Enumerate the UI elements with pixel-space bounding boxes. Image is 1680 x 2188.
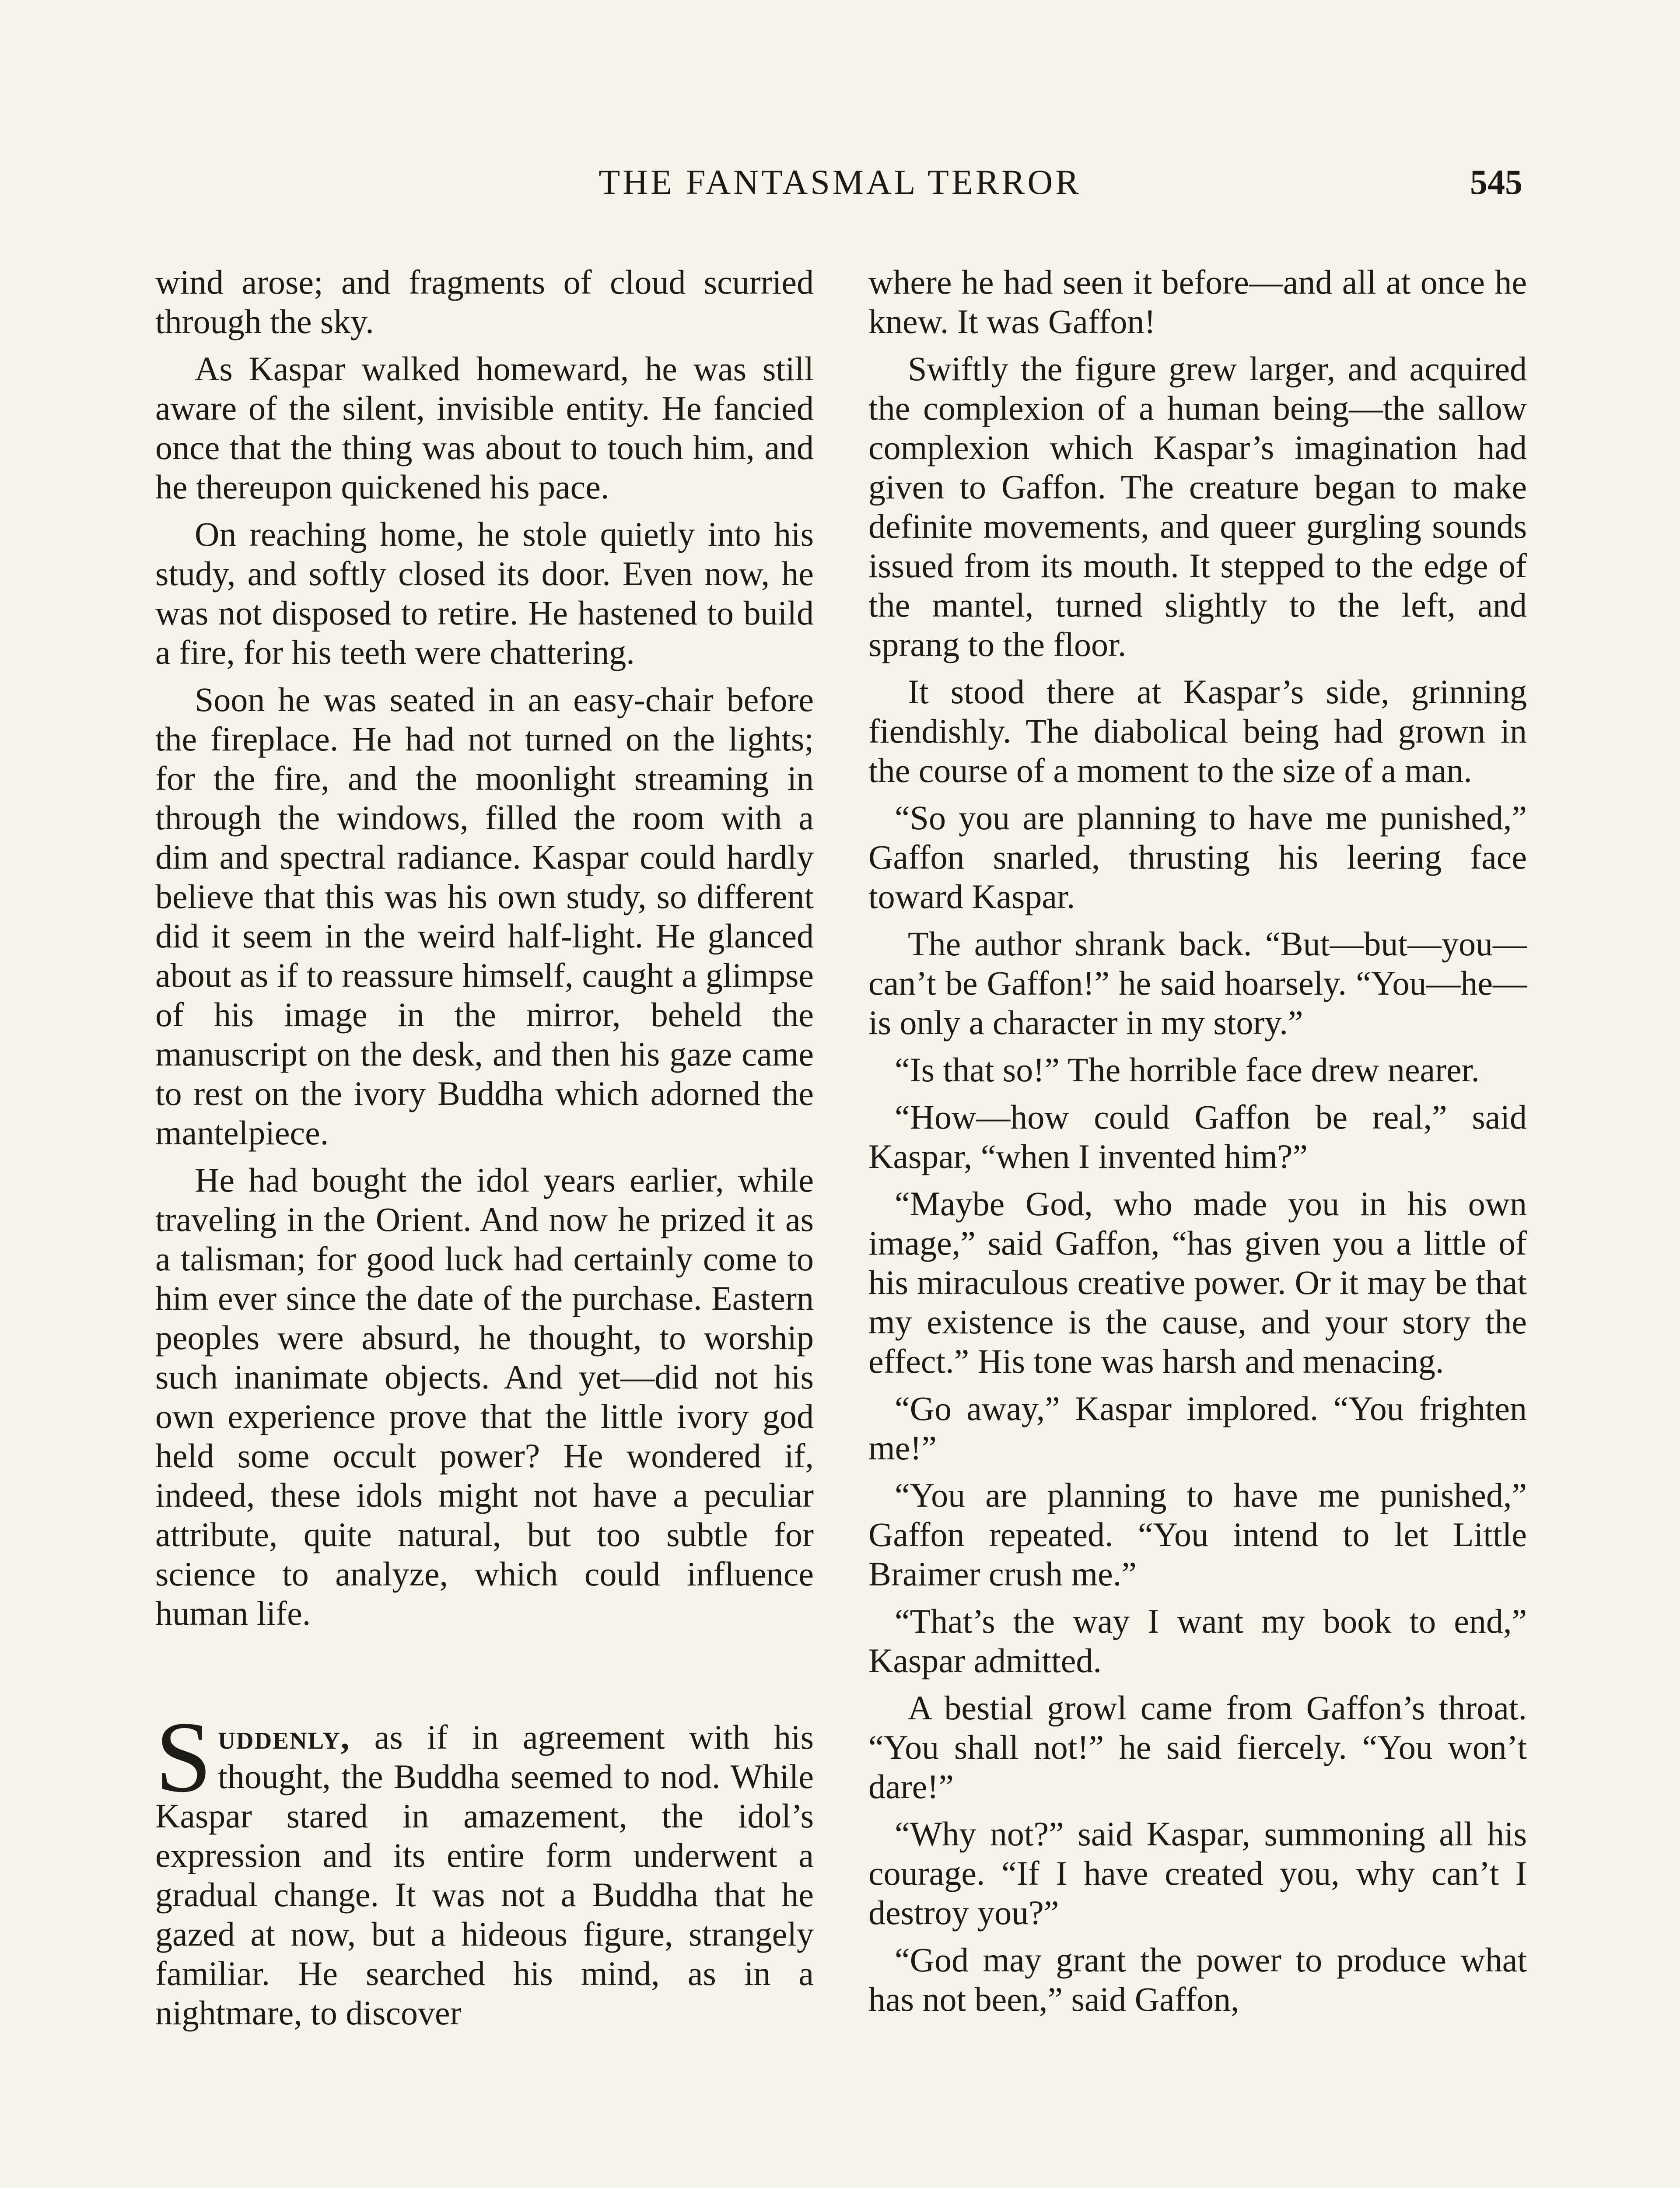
right-column bbox=[868, 263, 1527, 2027]
small-caps-lead: uddenly, bbox=[218, 1718, 350, 1756]
paragraph: A bestial growl came from Gaffon’s throat. “You shall not!” he said fiercely. “You won’t dare!” bbox=[868, 1689, 1527, 1806]
paragraph: “Is that so!” The horrible face drew nearer. bbox=[895, 1051, 1480, 1089]
paragraph: where he had seen it before—and all at once he knew. It was Gaffon! bbox=[868, 263, 1527, 340]
paragraph: He had bought the idol years earlier, while traveling in the Orient. And now he prized it as a talisman; for good luck had certainly come to him ever since the date of the purchase. Eastern peoples were absurd, he thought, to worship such inanimate objects. And yet—did not his own experience prove that the little ivory god held some occult power? He wondered if, indeed, these idols might not have a peculiar attribute, quite natural, but too subtle for science to analyze, which could influence human life. bbox=[155, 1161, 814, 1632]
paragraph: “Maybe God, who made you in his own image,” said Gaffon, “has given you a little of his miraculous creative power. Or it may be that my existence is the cause, and your story the effect.” His tone was harsh and menacing. bbox=[868, 1185, 1527, 1380]
paragraph: wind arose; and fragments of cloud scurried through the sky. bbox=[155, 263, 814, 340]
paragraph: “God may grant the power to produce what has not been,” said Gaffon, bbox=[868, 1941, 1527, 2018]
paragraph: The author shrank back. “But—but—you—can’t be Gaffon!” he said hoarsely. “You—he—is only a character in my story.” bbox=[868, 925, 1527, 1041]
paragraph: It stood there at Kaspar’s side, grinning fiendishly. The diabolical being had grown in the course of a moment to the size of a man. bbox=[868, 673, 1527, 789]
page-header bbox=[158, 163, 1522, 215]
paragraph: As Kaspar walked homeward, he was still aware of the silent, invisible entity. He fancied once that the thing was about to touch him, and he thereupon quickened his pace. bbox=[155, 350, 814, 506]
paragraph: “How—how could Gaffon be real,” said Kaspar, “when I invented him?” bbox=[868, 1098, 1527, 1175]
paragraph: “Go away,” Kaspar implored. “You frighten me!” bbox=[868, 1389, 1527, 1467]
paragraph: Swiftly the figure grew larger, and acquired the complexion of a human being—the sallow complexion which Kaspar’s imagination had given to Gaffon. The creature began to make definite movements, and queer gurgling sounds issued from its mouth. It stepped to the edge of the mantel, turned slightly to the left, and sprang to the floor. bbox=[868, 350, 1527, 663]
section-break bbox=[155, 1641, 814, 1718]
page-number: 545 bbox=[1470, 163, 1522, 202]
paragraph: “You are planning to have me punished,” Gaffon repeated. “You intend to let Little Braimer crush me.” bbox=[868, 1476, 1527, 1593]
running-title: THE FANTASMAL TERROR bbox=[598, 163, 1082, 202]
paragraph: “So you are planning to have me punished,” Gaffon snarled, thrusting his leering face toward Kaspar. bbox=[868, 799, 1527, 915]
paragraph: “Why not?” said Kaspar, summoning all his courage. “If I have created you, why can’t I destroy you?” bbox=[868, 1815, 1527, 1932]
section-opening-paragraph bbox=[155, 1701, 814, 2033]
paragraph: On reaching home, he stole quietly into his study, and softly closed its door. Even now, he was not disposed to retire. He hastened to build a fire, for his teeth were chattering. bbox=[155, 515, 814, 671]
left-column bbox=[155, 263, 814, 2041]
paragraph-text: as if in agreement with his thought, the Buddha seemed to nod. While Kaspar stared in amazement, the idol’s expression and its entire form underwent a gradual change. It was not a Buddha that he gazed at now, but a hideous figure, strangely familiar. He searched his mind, as in a nightmare, to discover bbox=[155, 1718, 814, 2032]
paragraph: “That’s the way I want my book to end,” Kaspar admitted. bbox=[868, 1602, 1527, 1680]
drop-cap: S bbox=[155, 1701, 212, 1813]
paragraph: Soon he was seated in an easy-chair before the fireplace. He had not turned on the lights; for the fire, and the moonlight streaming in through the windows, filled the room with a dim and spectral radiance. Kaspar could hardly believe that this was his own study, so different did it seem in the weird half-light. He glanced about as if to reassure himself, caught a glimpse of his image in the mirror, beheld the manuscript on the desk, and then his gaze came to rest on the ivory Buddha which adorned the mantelpiece. bbox=[155, 680, 814, 1152]
